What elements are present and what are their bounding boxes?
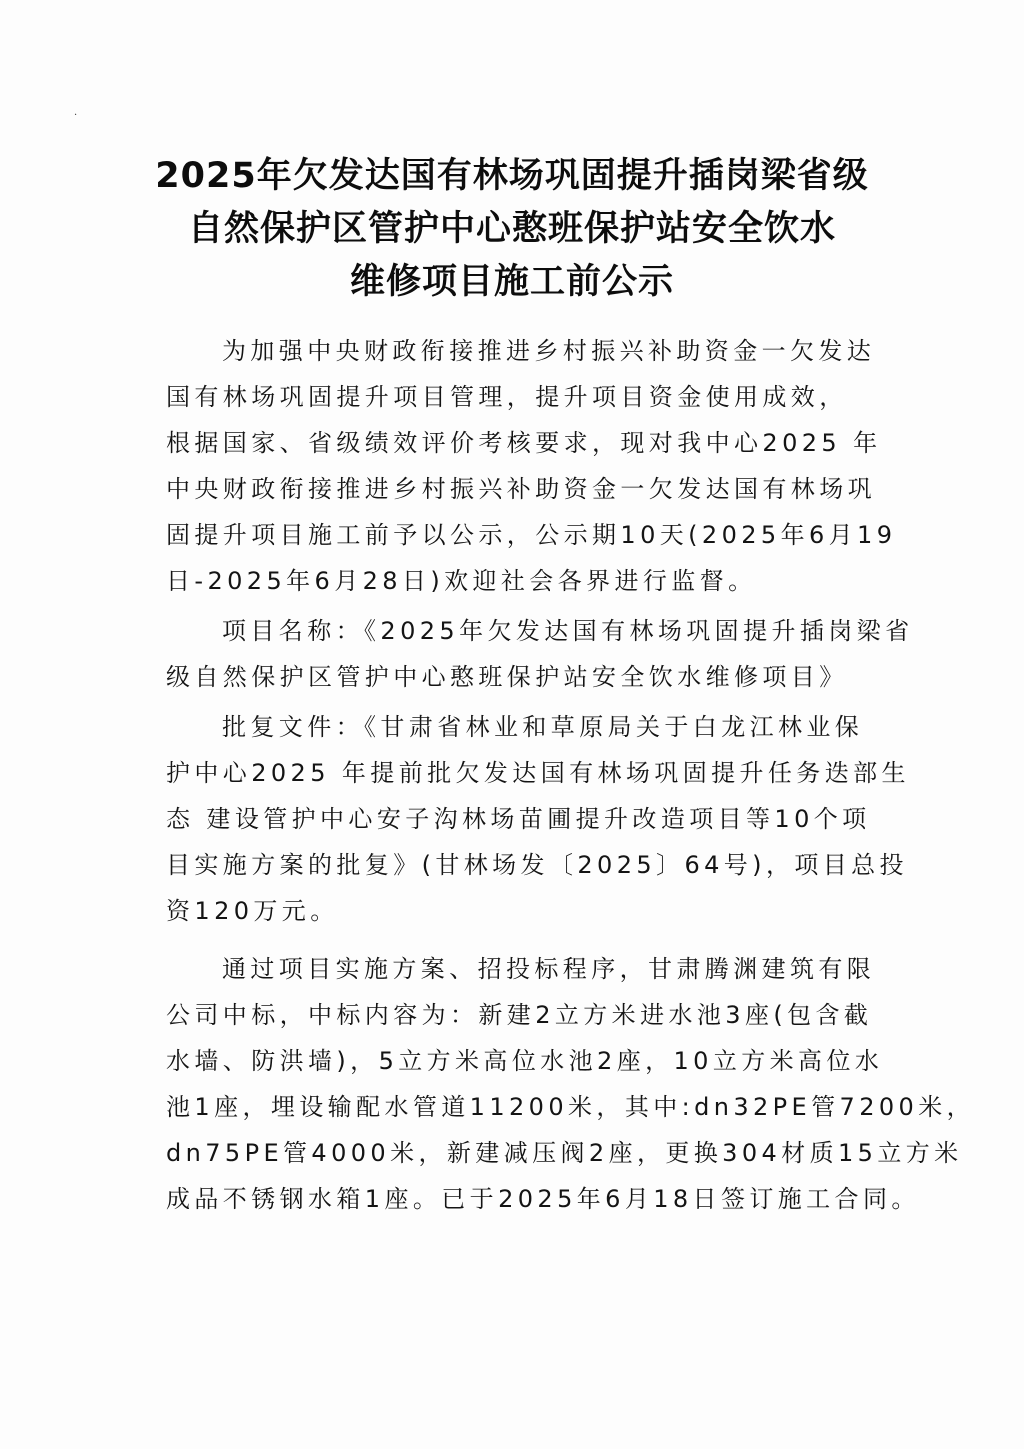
text-line: 级自然保护区管护中心憨班保护站安全饮水维修项目》 (166, 663, 848, 691)
text-line: 目实施方案的批复》(甘林场发〔2025〕64号)，项目总投 (166, 851, 908, 879)
text-line: dn75PE管4000米，新建减压阀2座，更换304材质15立方米 (166, 1139, 963, 1167)
text-line: 批复文件：《甘肃省林业和草原局关于白龙江林业保 (222, 713, 864, 741)
title-line-3: 维修项目施工前公示 (349, 262, 674, 302)
paragraph-approval-document (166, 704, 910, 934)
text-line: 中央财政衔接推进乡村振兴补助资金一欠发达国有林场巩 (166, 475, 876, 503)
text-line: 池1座，埋设输配水管道11200米，其中:dn32PE管7200米， (166, 1093, 976, 1121)
text-line: 护中心2025 年提前批欠发达国有林场巩固提升任务迭部生 (166, 759, 910, 787)
title-line-1: 2025年欠发达国有林场巩固提升插岗梁省级 (155, 156, 869, 196)
text-line: 为加强中央财政衔接推进乡村振兴补助资金一欠发达 (222, 337, 876, 365)
text-line: 根据国家、省级绩效评价考核要求，现对我中心2025 年 (166, 429, 882, 457)
text-line: 成品不锈钢水箱1座。已于2025年6月18日签订施工合同。 (166, 1185, 920, 1213)
paragraph-project-name (166, 608, 914, 700)
text-line: 公司中标，中标内容为：新建2立方米进水池3座(包含截 (166, 1001, 873, 1029)
text-line: 通过项目实施方案、招投标程序，甘肃腾渊建筑有限 (222, 955, 876, 983)
paragraph-bid-content (166, 946, 976, 1222)
text-line: 资120万元。 (166, 897, 339, 925)
text-line: 态 建设管护中心安子沟林场苗圃提升改造项目等10个项 (166, 805, 871, 833)
scan-speck: · (74, 110, 78, 121)
title-line-2: 自然保护区管护中心憨班保护站安全饮水 (187, 209, 836, 249)
text-line: 日-2025年6月28日)欢迎社会各界进行监督。 (166, 567, 757, 595)
paragraph-intro (166, 328, 897, 604)
document-body (166, 328, 976, 1222)
text-line: 固提升项目施工前予以公示，公示期10天(2025年6月19 (166, 521, 897, 549)
text-line: 水墙、防洪墙)，5立方米高位水池2座，10立方米高位水 (166, 1047, 884, 1075)
text-line: 项目名称：《2025年欠发达国有林场巩固提升插岗梁省 (222, 617, 914, 645)
text-line: 国有林场巩固提升项目管理，提升项目资金使用成效， (166, 383, 848, 411)
document-title (120, 150, 904, 309)
